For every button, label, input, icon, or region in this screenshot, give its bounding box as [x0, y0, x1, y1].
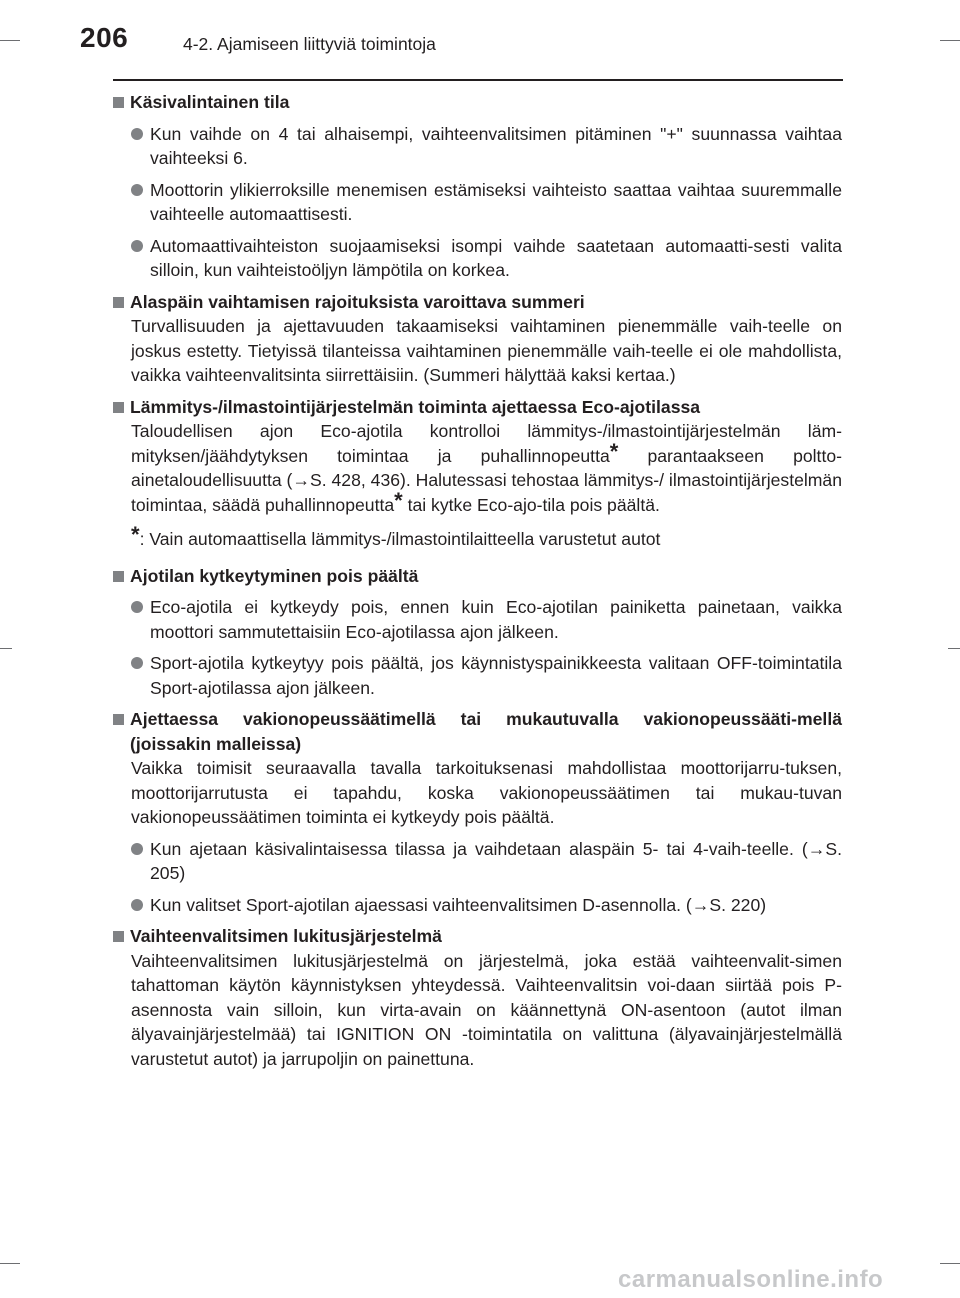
crop-mark [0, 648, 12, 649]
circle-bullet-icon [131, 899, 143, 911]
section-downshift-buzzer [113, 290, 842, 388]
section-paragraph: Vaihteenvalitsimen lukitusjärjestelmä on järjestelmä, joka estää vaihteenvalit-simen tahattoman käytön käynnistyksen yhteydessä. Vaihteenvalitsin voi-daan siirtää pois P-asennosta vain silloin, kun virta-avain on käännettynä ON-asentoon (autot ilman älyavainjärjestelmää) tai IGNITION ON -toimintatila on valittuna (älyavainjärjestelmällä varustetut autot) ja jarrupoljin on painettuna. [131, 950, 842, 1069]
footnote-star: * [609, 438, 619, 464]
list-item: Moottorin ylikierroksille menemisen estämiseksi vaihteisto saattaa vaihtaa suuremmalle vaihteelle automaattisesti. [113, 178, 842, 227]
section-cruise-control [113, 707, 842, 917]
crop-mark [940, 1263, 960, 1264]
square-bullet-icon [113, 931, 124, 942]
circle-bullet-icon [131, 184, 143, 196]
crop-mark [940, 40, 960, 41]
section-drive-mode-off [113, 564, 842, 701]
footnote-star: * [394, 487, 403, 513]
circle-bullet-icon [131, 240, 143, 252]
circle-bullet-icon [131, 843, 143, 855]
section-heading: Vaihteenvalitsimen lukitusjärjestelmä [113, 924, 842, 949]
square-bullet-icon [113, 402, 124, 413]
circle-bullet-icon [131, 657, 143, 669]
square-bullet-icon [113, 97, 124, 108]
list-item: Automaattivaihteiston suojaamiseksi isompi vaihde saatetaan automaatti-sesti valita silloin, kun vaihteistoöljyn lämpötila on korkea. [113, 234, 842, 283]
section-heading: Ajettaessa vakionopeussäätimellä tai mukautuvalla vakionopeussääti-mellä (joissakin malleissa) [113, 707, 842, 756]
crop-mark [948, 648, 960, 649]
section-paragraph: Vaikka toimisit seuraavalla tavalla tarkoituksenasi mahdollistaa moottorijarru-tuksen, moottorijarrutusta ei tapahdu, koska vakionopeussäätimen tai mukau-tuvan vakionopeussäätimen toiminta ei kytkeydy pois päältä. [131, 758, 842, 827]
crop-mark [0, 1263, 20, 1264]
list-item: Kun vaihde on 4 tai alhaisempi, vaihteenvalitsimen pitäminen "+" suunnassa vaihtaa vaihteeksi 6. [113, 122, 842, 171]
section-heading: Alaspäin vaihtamisen rajoituksista varoittava summeri [113, 290, 842, 315]
list-item: Sport-ajotila kytkeytyy pois päältä, jos käynnistyspainikkeesta valitaan OFF-toimintatila Sport-ajotilassa ajon jälkeen. [113, 651, 842, 700]
section-heading: Käsivalintainen tila [113, 90, 842, 115]
arrow-icon: → [292, 470, 310, 490]
square-bullet-icon [113, 714, 124, 725]
section-paragraph: Turvallisuuden ja ajettavuuden takaamiseksi vaihtaminen pienemmälle vaih-teelle on joskus estetty. Tietyissä tilanteissa vaihtaminen pienemmälle vaih-teelle ei ole mahdollista, vaikka vaihteenvalitsinta siirrettäisiin. (Summeri hälyttää kaksi kertaa.) [131, 316, 842, 385]
section-eco-climate [113, 395, 842, 552]
square-bullet-icon [113, 297, 124, 308]
section-manual-mode [113, 90, 842, 283]
list-item: Kun valitset Sport-ajotilan ajaessasi vaihteenvalitsimen D-asennolla. (→S. 220) [113, 893, 842, 918]
arrow-icon: → [807, 838, 826, 859]
square-bullet-icon [113, 571, 124, 582]
arrow-icon: → [691, 894, 710, 915]
page-content [113, 90, 842, 1077]
section-heading: Ajotilan kytkeytyminen pois päältä [113, 564, 842, 589]
section-shift-lock [113, 924, 842, 1071]
page-number: 206 [80, 22, 129, 53]
circle-bullet-icon [131, 128, 143, 140]
section-paragraph: Taloudellisen ajon Eco-ajotila kontrolloi lämmitys-/ilmastointijärjestelmän läm-mityksen/jäähdytyksen toimintaa ja puhallinnopeutta* parantaakseen poltto-ainetaloudellisuutta (→S. 428, 436). Halutessasi tehostaa lämmitys-/ ilmastointijärjestelmän toimintaa, säädä puhallinnopeutta* tai kytke Eco-ajo-tila pois päältä. [131, 421, 842, 515]
circle-bullet-icon [131, 601, 143, 613]
watermark: carmanualsonline.info [618, 1266, 884, 1293]
list-item: Kun ajetaan käsivalintaisessa tilassa ja vaihdetaan alaspäin 5- tai 4-vaih-teelle. (→S. 205) [113, 837, 842, 886]
section-title: 4-2. Ajamiseen liittyviä toimintoja [183, 34, 436, 54]
header-divider [113, 79, 843, 81]
footnote: *: Vain automaattisella lämmitys-/ilmastointilaitteella varustetut autot [131, 522, 661, 549]
section-heading: Lämmitys-/ilmastointijärjestelmän toiminta ajettaessa Eco-ajotilassa [113, 395, 842, 420]
list-item: Eco-ajotila ei kytkeydy pois, ennen kuin Eco-ajotilan painiketta painetaan, vaikka moottori sammutettaisiin Eco-ajotilassa ajon jälkeen. [113, 595, 842, 644]
crop-mark [0, 40, 20, 41]
